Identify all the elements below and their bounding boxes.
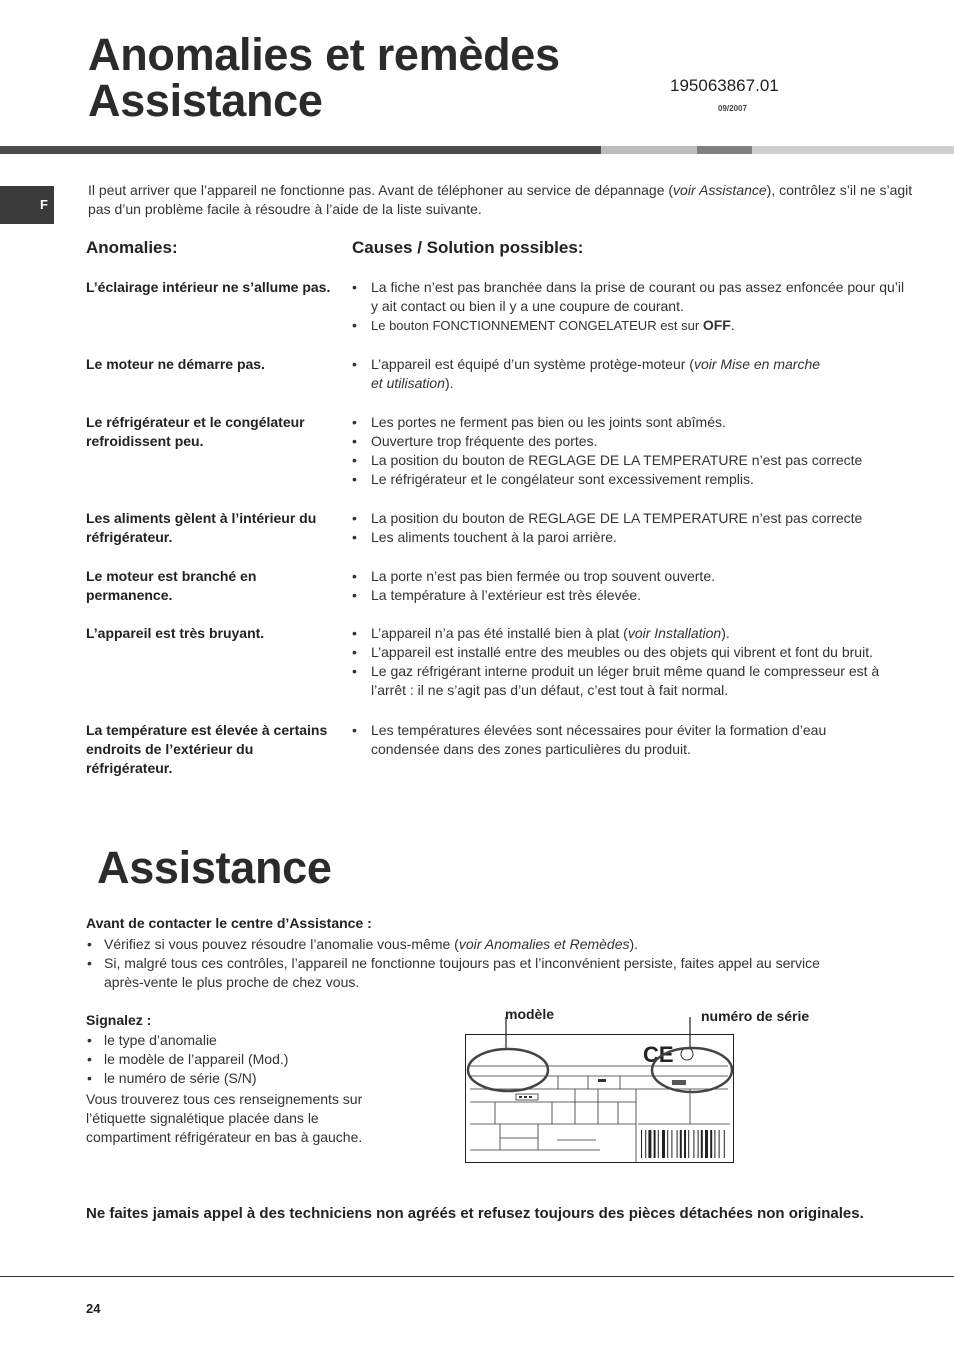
cause-item: • Les aliments touchent à la paroi arrière. (352, 528, 912, 547)
causes-list (352, 721, 852, 759)
document-date: 09/2007 (718, 104, 747, 113)
cause-item: • Le bouton FONCTIONNEMENT CONGELATEUR est sur OFF. (352, 316, 912, 335)
page-number: 24 (86, 1301, 101, 1316)
causes-list (352, 509, 912, 547)
cause-item: • Les portes ne ferment pas bien ou les joints sont abîmés. (352, 413, 912, 432)
anomaly-label: Le moteur est branché en permanence. (86, 568, 257, 603)
cause-item: • La position du bouton de REGLAGE DE LA TEMPERATURE n’est pas correcte (352, 451, 912, 470)
before-contact-item: • Vérifiez si vous pouvez résoudre l’anomalie vous-même (voir Anomalies et Remèdes). (86, 935, 846, 954)
causes-list (352, 567, 912, 605)
page-title-line-1: Anomalies et remèdes (88, 29, 560, 80)
intro-paragraph: Il peut arriver que l’appareil ne fonctionne pas. Avant de téléphoner au service de dépannage (voir Assistance), contrôlez s’il ne s’agit pas d’un problème facile à résoudre à l’aide de la liste suivante. (88, 182, 913, 217)
report-item: • le type d’anomalie (86, 1031, 406, 1050)
report-item: • le modèle de l’appareil (Mod.) (86, 1050, 406, 1069)
report-paragraph: Vous trouverez tous ces renseignements sur l’étiquette signalétique placée dans le compartiment réfrigérateur en bas à gauche. (86, 1091, 363, 1145)
before-contact-list (86, 935, 846, 992)
cause-item: • Ouverture trop fréquente des portes. (352, 432, 912, 451)
anomaly-label: La température est élevée à certains endroits de l’extérieur du réfrigérateur. (86, 722, 328, 776)
anomaly-label: L’éclairage intérieur ne s’allume pas. (86, 279, 331, 295)
anomaly-label: L’appareil est très bruyant. (86, 625, 265, 641)
assistance-title: Assistance (97, 842, 332, 893)
causes-list (352, 355, 832, 393)
cause-item: • Le gaz réfrigérant interne produit un léger bruit même quand le compresseur est à l’arrêt : il ne s’agit pas d’un défaut, c’est tout à fait normal. (352, 662, 892, 700)
model-label: modèle (505, 1006, 555, 1022)
cause-item: • La porte n’est pas bien fermée ou trop souvent ouverte. (352, 567, 912, 586)
before-contact-heading: Avant de contacter le centre d’Assistance : (86, 915, 372, 931)
anomaly-label: Le moteur ne démarre pas. (86, 356, 265, 372)
serial-number-label: numéro de série (701, 1008, 810, 1024)
rating-plate-illustration (460, 1012, 745, 1167)
report-list (86, 1031, 406, 1088)
cause-item: • La position du bouton de REGLAGE DE LA TEMPERATURE n’est pas correcte (352, 509, 912, 528)
anomalies-column-header: Anomalies: (86, 238, 178, 257)
warning-text: Ne faites jamais appel à des techniciens non agréés et refusez toujours des pièces détachées non originales. (86, 1205, 864, 1222)
cause-item: • Le réfrigérateur et le congélateur sont excessivement remplis. (352, 470, 912, 489)
causes-column-header: Causes / Solution possibles: (352, 238, 584, 257)
cause-item: • L’appareil est équipé d’un système protège-moteur (voir Mise en marche et utilisation). (352, 355, 832, 393)
anomaly-label: Les aliments gèlent à l’intérieur du réfrigérateur. (86, 510, 317, 545)
document-number: 195063867.01 (670, 76, 779, 95)
cause-item: • La fiche n’est pas branchée dans la prise de courant ou pas assez enfoncée pour qu’il y ait contact ou bien il y a une coupure de courant. (352, 278, 912, 316)
language-tab: F (0, 186, 54, 224)
cause-item: • L’appareil n’a pas été installé bien à plat (voir Installation). (352, 624, 892, 643)
ce-mark: CE (643, 1042, 674, 1067)
page-title (88, 29, 560, 126)
report-item: • le numéro de série (S/N) (86, 1069, 406, 1088)
header-bar-dark (0, 146, 601, 154)
header-bar-light-2 (752, 146, 954, 154)
before-contact-item: • Si, malgré tous ces contrôles, l’appareil ne fonctionne toujours pas et l’inconvénient persiste, faites appel au service après-vente le plus proche de chez vous. (86, 954, 846, 992)
causes-list (352, 413, 912, 489)
cause-item: • La température à l’extérieur est très élevée. (352, 586, 912, 605)
report-heading: Signalez : (86, 1012, 152, 1028)
anomaly-label: Le réfrigérateur et le congélateur refroidissent peu. (86, 414, 305, 449)
header-bar-light-1 (601, 146, 697, 154)
cause-item: • Les températures élevées sont nécessaires pour éviter la formation d’eau condensée dans des zones particulières du produit. (352, 721, 852, 759)
page-title-line-2: Assistance (88, 75, 323, 126)
causes-list (352, 278, 912, 335)
causes-list (352, 624, 892, 700)
footer-rule (0, 1276, 954, 1277)
header-bar-mid (697, 146, 752, 154)
cause-item: • L’appareil est installé entre des meubles ou des objets qui vibrent et font du bruit. (352, 643, 892, 662)
